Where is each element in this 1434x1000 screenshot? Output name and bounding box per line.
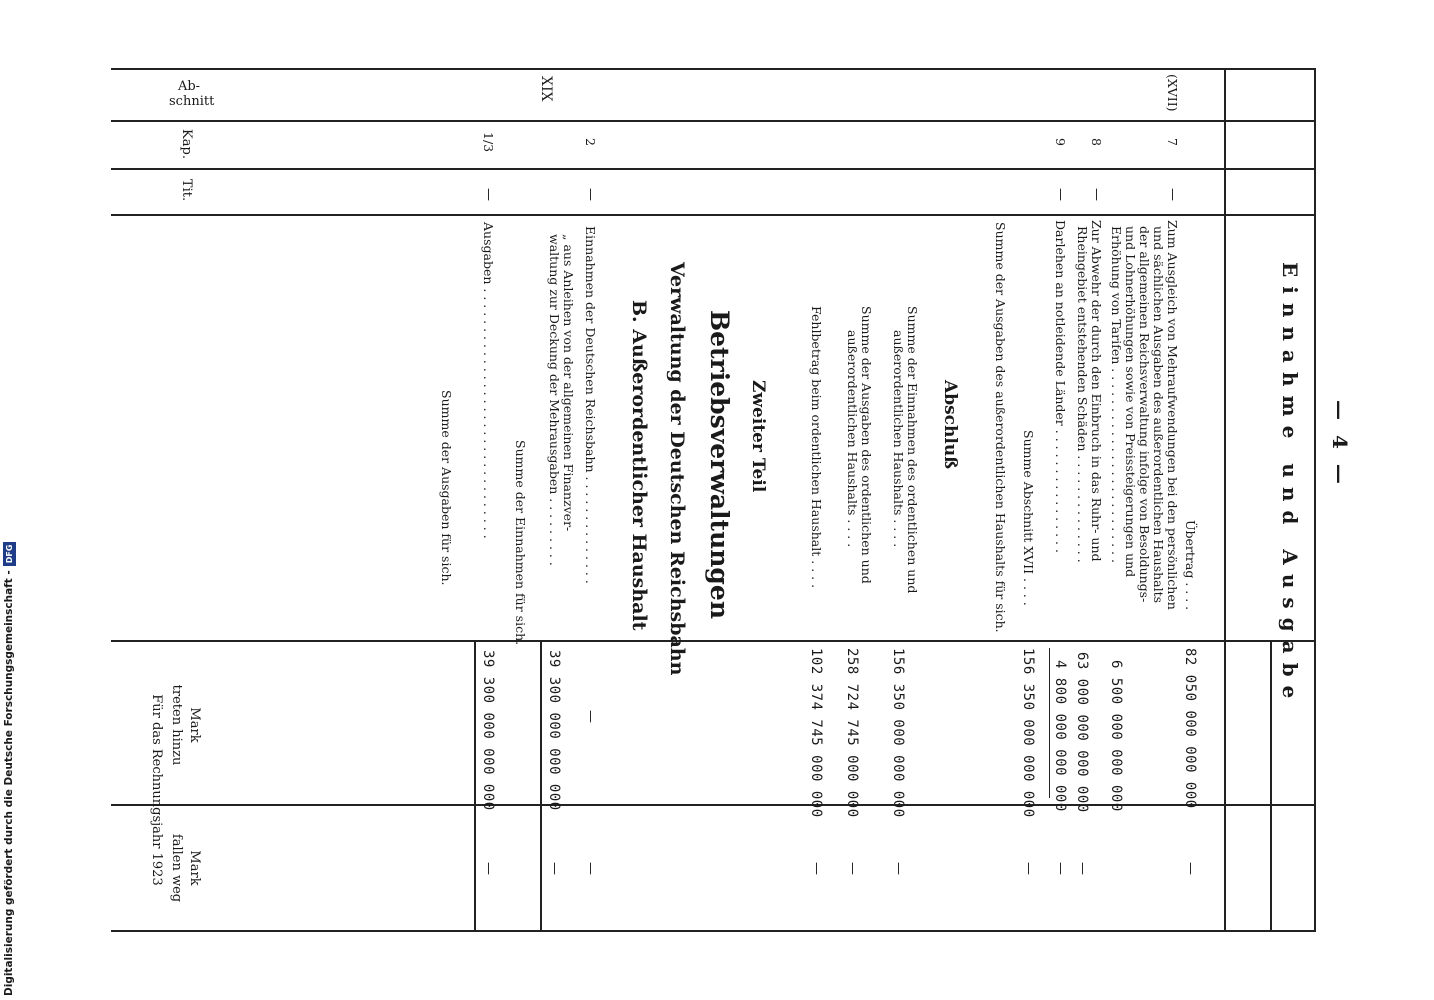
- abschluss-hinzu: 156 350 000 000 000: [890, 648, 906, 818]
- row-weg: —: [1075, 862, 1090, 875]
- xix-abschnitt: XIX: [538, 76, 554, 102]
- right-border: [111, 930, 1316, 932]
- row-text-line: der allgemeinen Reichsverwaltung infolge von Besoldungs-: [1137, 226, 1152, 603]
- row-kap: 8: [1089, 138, 1104, 146]
- row-text-line: Zur Abwehr der durch den Einbruch in das Ruhr- und: [1089, 220, 1104, 562]
- abschluss-line: außerordentlichen Haushalts . . . .: [891, 330, 906, 548]
- row-weg: —: [481, 862, 496, 875]
- abschluss-weg: —: [809, 862, 824, 875]
- row-text-line: Einnahmen der Deutschen Reichsbahn . . . . . . . . . . . . . .: [583, 226, 598, 584]
- abschluss-line: Summe der Ausgaben des ordentlichen und: [859, 306, 874, 584]
- text-col-rule: [111, 214, 1316, 216]
- row-text-line: und sächlichen Ausgaben des außerordentlichen Haushalts: [1151, 226, 1166, 604]
- row-weg: —: [1053, 862, 1068, 875]
- header-kapitel: Kap.: [179, 129, 194, 159]
- digitization-credit: [0, 544, 18, 996]
- hinzu-col-rule: [111, 640, 1316, 642]
- sum-abschnitt-weg: —: [1021, 862, 1036, 875]
- row-text-line: Ausgaben . . . . . . . . . . . . . . . . . . . . . . . . . . . . . . . .: [481, 222, 496, 539]
- kap-col-rule: [111, 120, 1316, 122]
- ausserordentlicher-haushalt-heading: B. Außerordentlicher Haushalt: [628, 300, 650, 631]
- abschluss-heading: Abschluß: [940, 380, 960, 470]
- tit-col-rule: [111, 168, 1316, 170]
- row-kap: 2: [583, 138, 598, 146]
- abschluss-hinzu: 258 724 745 000 000: [844, 648, 860, 818]
- reichsbahn-heading: Verwaltung der Deutschen Reichsbahn: [666, 262, 688, 676]
- zweiter-teil-heading: Zweiter Teil: [748, 380, 768, 493]
- row-text-line: Rheingebiet entstehenden Schäden . . . . . . . . . . . . . .: [1075, 226, 1090, 563]
- header-titel: Tit.: [179, 178, 194, 202]
- betriebsverwaltungen-heading: Betriebsverwaltungen: [705, 310, 734, 619]
- header-treten-hinzu: treten hinzu: [169, 684, 184, 766]
- row-hinzu: 39 300 000 000 000: [480, 650, 496, 811]
- row-text-line: und Lohnerhöhungen sowie von Preissteigerungen und: [1123, 226, 1138, 578]
- header-abschnitt: Ab- schnitt: [169, 79, 215, 109]
- dfg-logo: DFG: [3, 542, 16, 567]
- row-text-line: „ aus Anleihen von der allgemeinen Finanzver-: [561, 234, 576, 532]
- uebertrag-hinzu: 82 050 000 000 000: [1182, 648, 1198, 809]
- row-kap: 1/3: [481, 132, 496, 153]
- amount-header-rule: [1270, 640, 1272, 930]
- row-tit: —: [583, 188, 598, 201]
- row-text-line: Zum Ausgleich von Mehraufwendungen bei den persönlichen: [1165, 220, 1180, 610]
- abschluss-line: Fehlbetrag beim ordentlichen Haushalt . . . .: [809, 306, 824, 589]
- header-unit-weg: Mark: [187, 850, 202, 886]
- sum-ausgaben-note: Summe der Ausgaben des außerordentlichen Haushalts für sich.: [993, 222, 1008, 633]
- sum-rule: [1049, 648, 1050, 798]
- subtotal-rule: [474, 640, 476, 930]
- credit-text: Digitalisierung gefördert durch die Deutsche Forschungsgemeinschaft -: [3, 570, 15, 996]
- row-hinzu-a: —: [583, 710, 598, 723]
- header-rechnungsjahr: Für das Rechnungsjahr 1923: [149, 694, 164, 886]
- header-fallen-weg: fallen weg: [169, 833, 184, 903]
- abschluss-line: außerordentlichen Haushalts . . . .: [845, 330, 860, 548]
- uebertrag-label: Übertrag . . . .: [1183, 520, 1198, 611]
- row-weg-b: —: [547, 862, 562, 875]
- row-weg-a: —: [583, 862, 598, 875]
- row-tit: —: [1165, 188, 1180, 201]
- row-hinzu-b: 39 300 000 000 000: [546, 650, 562, 811]
- abschluss-hinzu: 102 374 745 000 000: [808, 648, 824, 818]
- abschluss-weg: —: [891, 862, 906, 875]
- abschnitt-col-rule: [111, 68, 1316, 70]
- page-number: — 4 —: [1328, 400, 1352, 488]
- row-hinzu: 4 800 000 000 000: [1052, 660, 1068, 812]
- row-tit: —: [1053, 188, 1068, 201]
- header-bottom-rule: [1224, 68, 1226, 930]
- row-text-line: Erhöhung von Tarifen . . . . . . . . . . . . . . . . . . . . . . . . .: [1109, 226, 1124, 563]
- sum-ausgaben-label: Summe der Ausgaben für sich.: [439, 390, 454, 586]
- weg-col-rule: [111, 804, 1316, 806]
- row-hinzu: 63 000 000 000 000: [1074, 652, 1090, 813]
- row-text-line: waltung zur Deckung der Mehrausgaben . . . . . . . . .: [547, 234, 562, 566]
- subtotal-rule: [540, 640, 542, 930]
- uebertrag-weg: —: [1183, 862, 1198, 875]
- row-kap: 7: [1165, 138, 1180, 146]
- row-tit: —: [481, 188, 496, 201]
- top-border: [1314, 68, 1316, 930]
- row-hinzu: 6 500 000 000 000: [1108, 660, 1124, 812]
- row-kap: 9: [1053, 138, 1068, 146]
- row-abschnitt: (XVII): [1165, 74, 1180, 112]
- abschluss-line: Summe der Einnahmen des ordentlichen und: [905, 306, 920, 594]
- abschluss-weg: —: [845, 862, 860, 875]
- header-unit-hinzu: Mark: [187, 707, 202, 743]
- sum-abschnitt-label: Summe Abschnitt XVII . . . .: [1021, 430, 1036, 606]
- row-tit: —: [1089, 188, 1104, 201]
- sum-einnahmen-label: Summe der Einnahmen für sich.: [513, 440, 528, 646]
- sum-abschnitt-hinzu: 156 350 000 000 000: [1020, 648, 1036, 818]
- table-title: Einnahme und Ausgabe: [1278, 262, 1302, 708]
- row-text-line: Darlehen an notleidende Länder . . . . . . . . . . . . . . . .: [1053, 220, 1068, 553]
